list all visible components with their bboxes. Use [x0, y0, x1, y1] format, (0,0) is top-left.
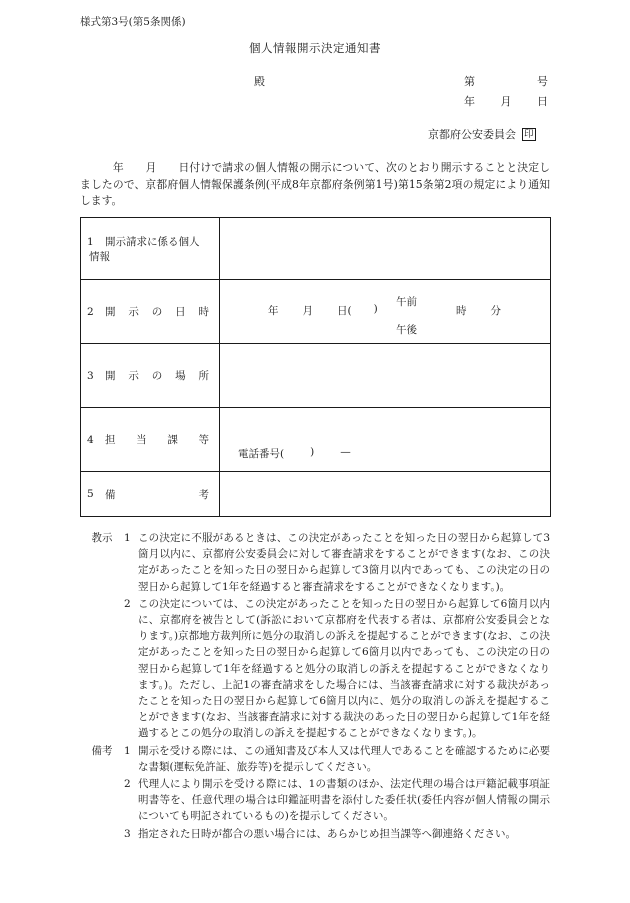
document-number-row — [464, 73, 548, 89]
am-option: 午前 — [396, 296, 417, 308]
item-number: 1 — [124, 532, 131, 544]
responsible-section-value — [220, 408, 551, 472]
label-char: の — [151, 370, 163, 382]
issuer-name: 京都府公安委員会 — [428, 128, 516, 141]
label-char: 示 — [128, 306, 139, 318]
phone-close: ) — [310, 446, 315, 458]
item-number: 3 — [124, 827, 131, 840]
list-item — [124, 530, 550, 595]
row-number: 4 — [87, 433, 94, 446]
instructions-label: 教示 — [91, 532, 113, 544]
dt-day-open: 日( — [337, 305, 352, 317]
row-number: 3 — [87, 369, 94, 382]
table-row — [81, 218, 551, 280]
list-item — [124, 776, 550, 825]
disclosure-datetime-value — [220, 280, 551, 344]
pm-option: 午後 — [396, 324, 417, 336]
remarks-label: 備考 — [91, 744, 113, 757]
list-item — [124, 596, 550, 742]
dt-day-close: ) — [373, 303, 378, 315]
table-row — [81, 280, 551, 344]
notes-section — [80, 530, 550, 843]
addressee-suffix: 殿 — [254, 75, 265, 88]
requested-info-value — [220, 218, 551, 280]
date-day: 日 — [537, 95, 548, 108]
document-title: 個人情報開示決定通知書 — [249, 41, 381, 55]
item-text: この決定に不服があるときは、この決定があったことを知った日の翌日から起算して3箇月以内に、京都府公安委員会に対して審査請求をすることができます(なお、この決定があったことを知った日の翌日から起算して3箇月以内であっても、この決定の日の翌日から起算して1年を経過すると審査請求をすることができなくなります。)。 — [138, 532, 550, 593]
label-char: 日 — [175, 306, 186, 318]
phone-number-line — [238, 446, 351, 461]
issuer — [428, 126, 536, 142]
item-text: 開示を受ける際には、この通知書及び本人又は代理人であることを確認するために必要な書類(運転免許証、旅券等)を提示してください。 — [138, 744, 550, 773]
row-label-line1: 開示請求に係る個人 — [105, 235, 200, 248]
label-char: 当 — [136, 434, 147, 446]
remarks-value — [220, 472, 551, 517]
item-text: 指定された日時が都合の悪い場合には、あらかじめ担当課等へ御連絡ください。 — [138, 827, 516, 840]
date-month: 月 — [500, 95, 512, 108]
number-dai: 第 — [464, 75, 475, 88]
item-number: 2 — [124, 778, 131, 791]
disclosure-details-table — [80, 217, 551, 517]
disclosure-place-value — [220, 344, 551, 408]
item-text: この決定については、この決定があったことを知った日の翌日から起算して6箇月以内に、京都府を被告として(訴訟において京都府を代表する者は、京都府公安委員会となります。)京都地方裁判所に処分の取消しの訴えを提起することができます(なお、この決定があったことを知った日の翌日から起算して6箇月以内であっても、この決定の日の翌日から起算して1年を経過すると処分の取消しの訴えを提起することができなくなります。)。ただし、上記1の審査請求をした場合には、当該審査請求に対する裁決があったことを知った日の翌日から起算して6箇月以内に、処分の取消しの訴えを提起することができます(なお、当該審査請求に対する裁決のあった日の翌日から起算して1年を経過するとこの処分の取消しの訴えを提起することができなくなります。)。 — [138, 597, 550, 740]
dt-month: 月 — [302, 305, 313, 317]
row-number: 1 — [87, 235, 94, 248]
label-char: 場 — [175, 370, 186, 382]
table-row — [81, 408, 551, 472]
label-char: 担 — [105, 434, 116, 446]
phone-label: 電話番号( — [238, 448, 285, 460]
dt-year: 年 — [268, 305, 279, 317]
row-label-remarks — [81, 472, 220, 517]
table-row — [81, 344, 551, 408]
label-char: 開 — [105, 306, 116, 318]
am-pm-choice — [396, 288, 417, 344]
row-number: 2 — [87, 305, 94, 318]
table-row — [81, 472, 551, 517]
row-label-requested-info — [81, 218, 220, 280]
number-go: 号 — [537, 75, 548, 88]
row-label-line2: 情報 — [89, 250, 110, 263]
label-char: 時 — [198, 306, 209, 318]
row-number: 5 — [87, 488, 94, 500]
phone-dash: — — [340, 446, 351, 458]
label-char: 課 — [167, 434, 178, 446]
notification-body: 年 月 日付けで請求の個人情報の開示について、次のとおり開示することと決定しましたので、京都府個人情報保護条例(平成8年京都府条例第1号)第15条第2項の規定により通知します。 — [80, 161, 550, 207]
label-char: 等 — [198, 434, 209, 446]
row-label-disclosure-place — [81, 344, 220, 408]
dt-hour: 時 — [456, 305, 467, 317]
label-char: 開 — [105, 370, 116, 382]
item-number: 1 — [124, 744, 131, 757]
list-item — [124, 826, 550, 842]
remarks-block — [80, 743, 550, 843]
label-char: の — [151, 306, 163, 318]
label-char: 考 — [198, 488, 209, 501]
issue-date-row — [464, 93, 548, 109]
datetime-time — [456, 303, 501, 318]
dt-minute: 分 — [490, 305, 501, 317]
datetime-date — [268, 303, 378, 318]
label-char: 示 — [128, 370, 139, 382]
row-label-disclosure-datetime — [81, 280, 220, 344]
label-char: 備 — [105, 488, 116, 501]
label-char: 所 — [198, 370, 209, 382]
seal-mark: 印 — [524, 128, 534, 140]
date-year: 年 — [464, 95, 475, 108]
item-text: 代理人により開示を受ける際には、1の書類のほか、法定代理の場合は戸籍記載事項証明書等を、任意代理の場合は印鑑証明書を添付した委任状(委任内容が個人情報の開示についても明記されているもの)を提示してください。 — [138, 778, 550, 823]
list-item — [124, 743, 550, 775]
item-number: 2 — [124, 597, 131, 610]
instructions-block — [80, 530, 550, 743]
row-label-responsible-section — [81, 408, 220, 472]
form-number: 様式第3号(第5条関係) — [80, 16, 186, 28]
